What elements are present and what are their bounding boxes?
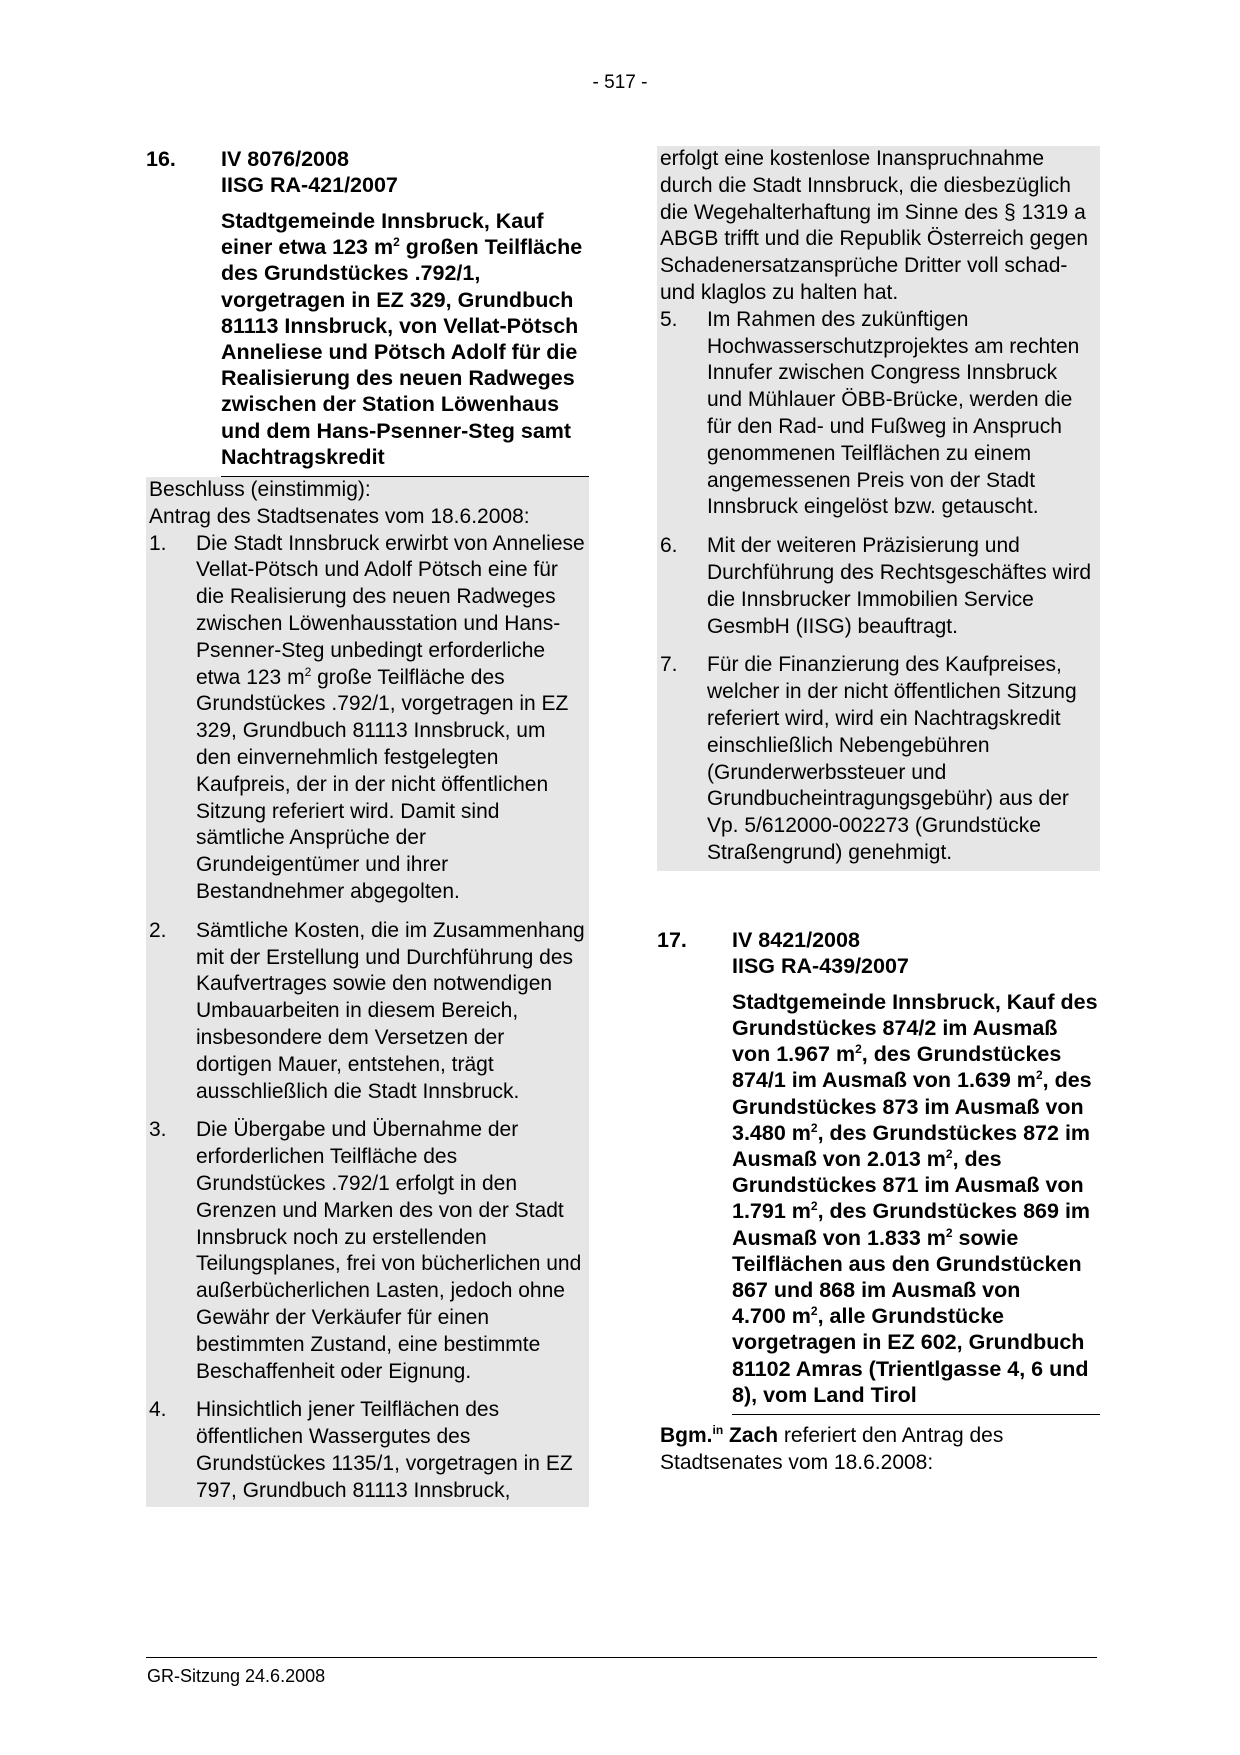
list-item: 7. Für die Finanzierung des Kaufpreises, welcher in der nicht öffentlichen Sitzung referiert wird, wird ein Nachtragskredit einschließlich Nebengebühren (Grunderwerbssteuer und Grundbucheintragungsgebühr) aus der Vp. 5/612000-002273 (Grundstücke Straßengrund) genehmigt. xyxy=(660,653,1077,864)
item-16-title: Stadtgemeinde Innsbruck, Kauf einer etwa 123 $m^2$ großen Teilfläche des Grundstückes .792/1, vorgetragen in EZ 329, Grundbuch 81113 Innsbruck, von Vellat-Pötsch Anneliese und Pötsch Adolf für die Realisierung des neuen Radweges zwischen der Station Löwenhaus und dem Hans-Psenner-Steg samt Nachtragskredit xyxy=(221,208,589,477)
list-item: 1. Die Stadt Innsbruck erwirbt von Anneliese Vellat-Pötsch und Adolf Pötsch eine für die Realisierung des neuen Radweges zwischen Löwenhausstation und Hans-Psenner-Steg unbedingt erforderliche etwa 123 $m^2$ große Teilfläche des Grundstückes .792/1, vorgetragen in EZ 329, Grundbuch 81113 Innsbruck, um den einvernehmlich festgelegten Kaufpreis, der in der nicht öffentlichen Sitzung referiert wird. Damit sind sämtliche Ansprüche der Grundeigentümer und ihrer Bestandnehmer abgegolten. xyxy=(149,531,585,903)
list-item: 4. Hinsichtlich jener Teilflächen des öffentlichen Wassergutes des Grundstückes 1135/1, vorgetragen in EZ 797, Grundbuch 81113 Innsbruck, xyxy=(149,1398,573,1502)
item-17-ref-iv: IV 8421/2008 xyxy=(732,927,860,952)
point-4-continuation: erfolgt eine kostenlose Inanspruchnahme durch die Stadt Innsbruck, die diesbezüglich die Wegehalterhaftung im Sinne des § 1319 a ABGB trifft und die Republik Österreich gegen Schadenersatzansprüche Dritter voll schad- und klaglos zu halten hat. xyxy=(660,147,1089,304)
resolution-label: Beschluss (einstimmig): xyxy=(149,478,371,502)
item-17-ref-iisg: IISG RA-439/2007 xyxy=(732,953,909,978)
item-17-number: 17. xyxy=(657,927,687,952)
list-item: 2. Sämtliche Kosten, die im Zusammenhang mit der Erstellung und Durchführung des Kaufvertrages sowie den notwendigen Umbauarbeiten in diesem Bereich, insbesondere dem Versetzen der dortigen Mauer, entstehen, trägt ausschließlich die Stadt Innsbruck. xyxy=(149,918,585,1103)
item-16-ref-iisg: IISG RA-421/2007 xyxy=(221,173,398,197)
item-17-title: Stadtgemeinde Innsbruck, Kauf des Grundstückes 874/2 im Ausmaß von 1.967 $m^2$, des Grundstückes 874/1 im Ausmaß von 1.639 $m^2$, des Grundstückes 873 im Ausmaß von 3.480 $m^2$, des Grundstückes 872 im Ausmaß von 2.013 $m^2$, des Grundstückes 871 im Ausmaß von 1.791 $m^2$, des Grundstückes 869 im Ausmaß von 1.833 $m^2$ sowie Teilflächen aus den Grundstücken 867 und 868 im Ausmaß von 4.700 $m^2$, alle Grundstücke vorgetragen in EZ 602, Grundbuch 81102 Amras (Trientlgasse 4, 6 und 8), vom Land Tirol xyxy=(732,989,1100,1415)
list-item: 6. Mit der weiteren Präzisierung und Durchführung des Rechtsgeschäftes wird die Innsbrucker Immobilien Service GesmbH (IISG) beauftragt. xyxy=(660,534,1092,638)
footer-divider xyxy=(146,1657,1097,1658)
footer-session-label: GR-Sitzung 24.6.2008 xyxy=(147,1666,326,1686)
item-16-number: 16. xyxy=(146,147,176,171)
right-column xyxy=(657,146,1100,1477)
list-item: 3. Die Übergabe und Übernahme der erforderlichen Teilfläche des Grundstückes .792/1 erfolgt in den Grenzen und Marken des von der Stadt Innsbruck noch zu erstellenden Teilungsplanes, frei von bücherlichen und außerbücherlichen Lasten, jedoch ohne Gewähr der Verkäufer für einen bestimmten Zustand, eine bestimmte Beschaffenheit oder Eignung. xyxy=(149,1118,582,1383)
item-16-heading xyxy=(146,146,589,198)
item-16-resolution-block xyxy=(146,477,589,1506)
left-column xyxy=(146,146,589,1507)
item-16-ref-iv: IV 8076/2008 xyxy=(221,147,349,171)
item-17-intro: Bgm.$^{in}$ Zach referiert den Antrag des Stadtsenates vom 18.6.2008: xyxy=(660,1422,1004,1474)
item-17-heading xyxy=(657,927,1100,979)
item-16-resolution-continued xyxy=(657,146,1100,871)
list-item: 5. Im Rahmen des zukünftigen Hochwasserschutzprojektes am rechten Innufer zwischen Congress Innsbruck und Mühlauer ÖBB-Brücke, werden die für den Rad- und Fußweg in Anspruch genommenen Teilflächen zu einem angemessenen Preis von der Stadt Innsbruck eingelöst bzw. getauscht. xyxy=(660,307,1080,519)
motion-label: Antrag des Stadtsenates vom 18.6.2008: xyxy=(149,504,530,528)
page-number: - 517 - xyxy=(592,72,648,93)
